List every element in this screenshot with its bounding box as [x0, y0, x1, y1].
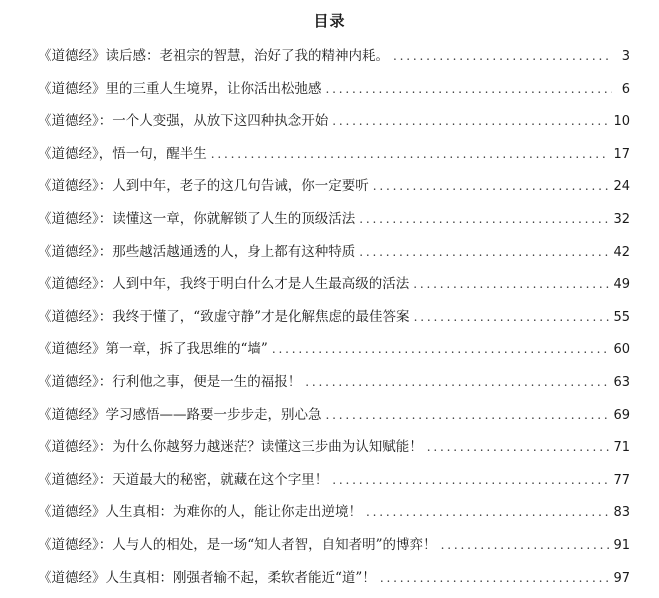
toc-entry-title: 《道德经》第一章，拆了我思维的“墙”	[38, 337, 268, 357]
toc-entry-page-number: 77	[613, 473, 630, 488]
toc-entry[interactable]	[38, 500, 630, 533]
dot-leader	[366, 505, 609, 519]
toc-list	[38, 44, 630, 598]
toc-entry-title: 《道德经》：人到中年，我终于明白什么才是人生最高级的活法	[38, 272, 409, 292]
toc-entry-page-number: 32	[613, 212, 630, 227]
toc-entry[interactable]	[38, 207, 630, 240]
toc-entry-title: 《道德经》：行利他之事，便是一生的福报！	[38, 370, 301, 390]
dot-leader	[326, 408, 610, 422]
toc-entry-title: 《道德经》：一个人变强，从放下这四种执念开始	[38, 109, 328, 129]
toc-entry-title: 《道德经》：我终于懂了，“致虚守静”才是化解焦虑的最佳答案	[38, 305, 410, 325]
toc-entry-page-number: 71	[613, 440, 630, 455]
toc-entry-page-number: 49	[613, 277, 630, 292]
toc-entry-page-number: 17	[613, 147, 630, 162]
toc-entry[interactable]	[38, 109, 630, 142]
toc-entry-page-number: 83	[613, 505, 630, 520]
dot-leader	[332, 473, 609, 487]
toc-entry-title: 《道德经》里的三重人生境界，让你活出松弛感	[38, 77, 322, 97]
dot-leader	[414, 310, 610, 324]
toc-entry-title: 《道德经》人生真相：为难你的人，能让你走出逆境！	[38, 500, 362, 520]
toc-entry[interactable]	[38, 370, 630, 403]
toc-entry[interactable]	[38, 174, 630, 207]
dot-leader	[326, 82, 613, 96]
toc-entry-title: 《道德经》：人与人的相处，是一场“知人者智，自知者明”的博弈！	[38, 533, 437, 553]
toc-entry[interactable]	[38, 566, 630, 598]
dot-leader	[393, 49, 612, 63]
toc-entry-title: 《道德经》人生真相：刚强者输不起，柔软者能近“道”！	[38, 566, 376, 586]
toc-entry[interactable]	[38, 403, 630, 436]
toc-entry[interactable]	[38, 533, 630, 566]
dot-leader	[359, 245, 609, 259]
dot-leader	[427, 440, 610, 454]
toc-entry[interactable]	[38, 305, 630, 338]
toc-entry-title: 《道德经》，悟一句，醒半生	[38, 142, 207, 162]
dot-leader	[373, 179, 610, 193]
toc-entry-page-number: 6	[616, 82, 630, 97]
dot-leader	[305, 375, 609, 389]
toc-entry-page-number: 42	[613, 245, 630, 260]
dot-leader	[441, 538, 610, 552]
toc-entry-page-number: 60	[613, 342, 630, 357]
toc-entry-page-number: 24	[613, 179, 630, 194]
toc-entry-page-number: 97	[613, 571, 630, 586]
toc-entry[interactable]	[38, 272, 630, 305]
dot-leader	[359, 212, 609, 226]
toc-entry-title: 《道德经》：人到中年，老子的这几句告诫，你一定要听	[38, 174, 369, 194]
toc-entry-title: 《道德经》学习感悟——路要一步步走，别心急	[38, 403, 322, 423]
toc-entry-title: 《道德经》：那些越活越通透的人，身上都有这种特质	[38, 240, 355, 260]
toc-entry[interactable]	[38, 468, 630, 501]
toc-entry[interactable]	[38, 44, 630, 77]
dot-leader	[332, 114, 609, 128]
dot-leader	[211, 147, 610, 161]
toc-entry[interactable]	[38, 337, 630, 370]
toc-entry-title: 《道德经》：读懂这一章，你就解锁了人生的顶级活法	[38, 207, 355, 227]
toc-entry[interactable]	[38, 77, 630, 110]
toc-entry[interactable]	[38, 142, 630, 175]
toc-entry-page-number: 3	[616, 49, 630, 64]
toc-entry[interactable]	[38, 435, 630, 468]
toc-entry-page-number: 10	[613, 114, 630, 129]
toc-entry-page-number: 91	[613, 538, 630, 553]
dot-leader	[380, 571, 610, 585]
toc-title: 目录	[0, 10, 659, 31]
toc-entry-page-number: 69	[613, 408, 630, 423]
toc-entry-title: 《道德经》：为什么你越努力越迷茫？读懂这三步曲为认知赋能！	[38, 435, 423, 455]
toc-entry-page-number: 63	[613, 375, 630, 390]
dot-leader	[413, 277, 609, 291]
toc-entry-page-number: 55	[613, 310, 630, 325]
toc-entry-title: 《道德经》：天道最大的秘密，就藏在这个字里！	[38, 468, 328, 488]
toc-entry[interactable]	[38, 240, 630, 273]
toc-entry-title: 《道德经》读后感：老祖宗的智慧，治好了我的精神内耗。	[38, 44, 389, 64]
dot-leader	[272, 342, 610, 356]
